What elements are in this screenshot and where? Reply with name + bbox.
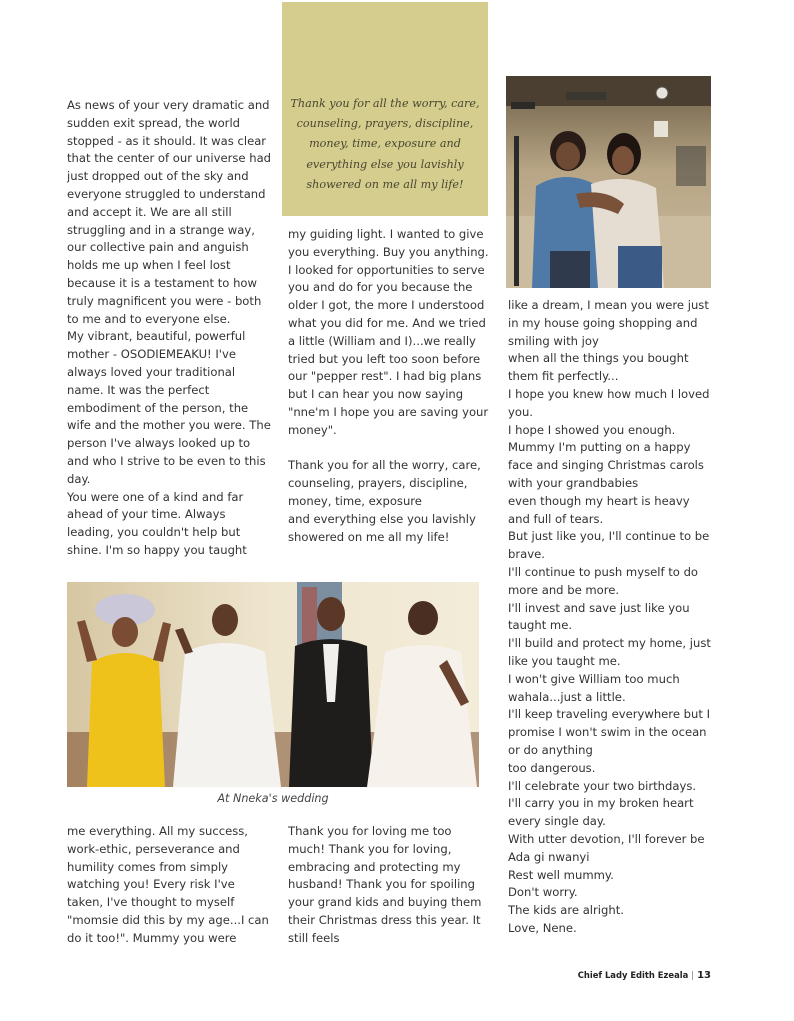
paragraph: I'll celebrate your two birthdays. xyxy=(508,778,697,793)
paragraph: Mummy I'm putting on a happy face and singing Christmas carols with your grandbabies xyxy=(508,440,704,490)
paragraph: Rest well mummy. xyxy=(508,867,614,882)
paragraph: like a dream, I mean you were just in my house going shopping and smiling with joy xyxy=(508,298,709,348)
paragraph-spacer xyxy=(288,440,490,458)
wedding-photo xyxy=(67,582,479,787)
paragraph: Ada gi nwanyi xyxy=(508,849,590,864)
paragraph: and everything else you lavishly showered on me all my life! xyxy=(288,511,476,544)
paragraph: You were one of a kind and far ahead of your time. Always leading, you couldn't help but shine. I'm so happy you taught xyxy=(67,489,247,557)
airport-photo xyxy=(506,76,711,288)
wedding-photo-illustration xyxy=(67,582,479,787)
paragraph: Thank you for loving me too much! Thank you for loving, embracing and protecting my husband! Thank you for spoiling your grand kids and buying them their Christmas dress this year. It still feels xyxy=(288,824,482,945)
paragraph: I hope I showed you enough. xyxy=(508,422,676,437)
paragraph: Don't worry. xyxy=(508,885,578,900)
paragraph: I'll carry you in my broken heart every single day. xyxy=(508,796,694,829)
paragraph: my guiding light. I wanted to give you everything. Buy you anything. I looked for opportunities to serve you and do for you because the older I got, the more I understood what you did for me. And we tried a little (William and I)...we really tried but you left too soon before our "pepper rest". I had big plans but I can hear you now saying "nne'm I hope you are saving your money". xyxy=(288,227,489,437)
paragraph: The kids are alright. xyxy=(508,903,624,918)
signature-line: Love, Nene. xyxy=(508,920,577,935)
paragraph: even though my heart is heavy and full of tears. xyxy=(508,493,690,526)
article-column-1-bottom xyxy=(67,823,273,948)
pull-quote-text: Thank you for all the worry, care, counseling, prayers, discipline, money, time, exposure and everything else you lavishly showered on me all my life! xyxy=(290,97,480,191)
page-footer xyxy=(578,968,711,983)
paragraph: Thank you for all the worry, care, counseling, prayers, discipline, money, time, exposure xyxy=(288,458,481,508)
article-column-2-bottom xyxy=(288,823,490,948)
paragraph: I'll keep traveling everywhere but I promise I won't swim in the ocean or do anything xyxy=(508,707,710,757)
paragraph: when all the things you bought them fit perfectly... xyxy=(508,351,689,384)
pull-quote-box xyxy=(282,2,488,216)
page-number: 13 xyxy=(697,970,711,981)
article-column-2 xyxy=(288,226,490,546)
paragraph: me everything. All my success, work-ethic, perseverance and humility comes from simply watching you! Every risk I've taken, I've thought to myself "momsie did this by my age...I can do it too!". Mummy you were xyxy=(67,824,269,945)
paragraph: I won't give William too much wahala...just a little. xyxy=(508,671,680,704)
article-column-1 xyxy=(67,97,273,560)
article-column-3 xyxy=(508,297,714,938)
paragraph: I'll build and protect my home, just like you taught me. xyxy=(508,636,711,668)
paragraph: I'll invest and save just like you taught me. xyxy=(508,600,690,633)
photo-caption: At Nneka's wedding xyxy=(217,792,329,805)
paragraph: I'll continue to push myself to do more and be more. xyxy=(508,564,699,597)
footer-name: Chief Lady Edith Ezeala xyxy=(577,970,689,980)
paragraph: too dangerous. xyxy=(508,760,596,775)
paragraph: My vibrant, beautiful, powerful mother - OSODIEMEAKU! I've always loved your traditional name. It was the perfect embodiment of the person, the wife and the mother you were. The person I've always looked up to and who I strive to be even to this day. xyxy=(67,329,271,486)
paragraph: As news of your very dramatic and sudden exit spread, the world stopped - as it should. It was clear that the center of our universe had just dropped out of the sky and everyone struggled to understand and accept it. We are all still struggling and in a strange way, our collective pain and anguish holds me up when I feel lost because it is a testament to how truly magnificent you were - both to me and to everyone else. xyxy=(67,98,272,326)
paragraph: I hope you knew how much I loved you. xyxy=(508,386,710,419)
footer-separator: | xyxy=(691,970,695,980)
airport-photo-illustration xyxy=(506,76,711,288)
paragraph: But just like you, I'll continue to be brave. xyxy=(508,529,710,562)
paragraph: With utter devotion, I'll forever be xyxy=(508,831,705,846)
